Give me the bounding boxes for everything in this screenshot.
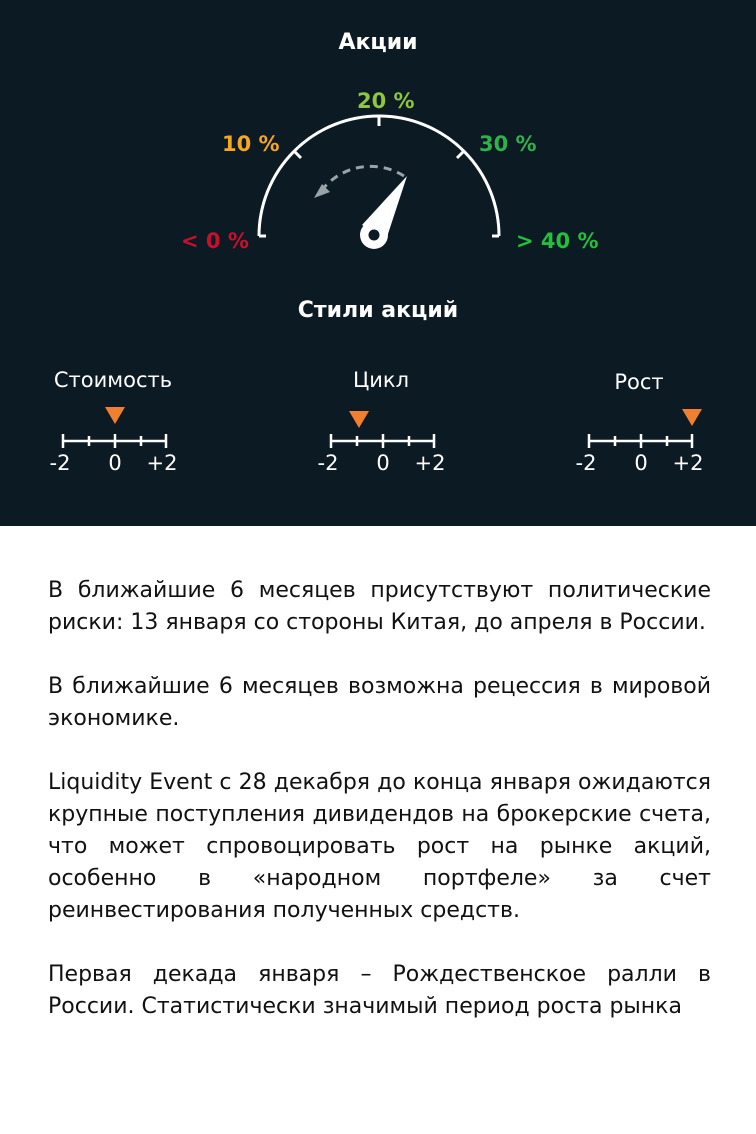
paragraph-recession: В ближайшие 6 месяцев возможна рецессия в мировой экономике. [48,674,711,731]
style-scale-growth [534,368,744,488]
gauge-label-20: 20 % [357,89,415,113]
tick-label-zero: 0 [108,451,122,475]
tick-label-zero: 0 [634,451,648,475]
gauge-dial [0,0,756,280]
gauge-label-gt40: > 40 % [516,229,599,253]
gauge-title: Акции [338,30,418,55]
gauge-tick [294,151,301,158]
gauge-tick [457,151,464,158]
tick-label-min: -2 [575,451,597,475]
gauge-label-lt0: < 0 % [181,229,249,253]
style-name: Стоимость [53,368,173,392]
tick-label-min: -2 [49,451,71,475]
style-name: Цикл [352,368,410,392]
commentary [48,575,711,1023]
trend-arrow-icon [314,166,404,198]
tick-label-max: +2 [414,451,446,475]
needle-icon [360,176,407,249]
tick-label-min: -2 [317,451,339,475]
market-panel [0,0,756,526]
marker-icon [349,411,369,428]
paragraph-christmas-rally: Первая декада января – Рождественское ралли в России. Статистически значимый период роста рынка [48,962,711,1019]
marker-icon [105,407,125,424]
tick-label-max: +2 [146,451,178,475]
gauge-label-30: 30 % [479,132,537,156]
tick-label-max: +2 [672,451,704,475]
paragraph-liquidity-event: Liquidity Event с 28 декабря до конца января ожидаются крупные поступления дивидендов на брокерские счета, что может спровоцировать рост на рынке акций, особенно в «народном портфеле» за счет реинвестирования полученных средств. [48,770,711,923]
tick-label-zero: 0 [376,451,390,475]
style-name: Рост [614,370,664,394]
style-scale-value [8,368,218,488]
style-scale-cycle [276,368,486,488]
gauge-label-10: 10 % [222,132,280,156]
paragraph-political-risks: В ближайшие 6 месяцев присутствуют политические риски: 13 января со стороны Китая, до апреля в России. [48,578,711,635]
marker-icon [682,409,702,426]
styles-title: Стили акций [297,298,459,323]
